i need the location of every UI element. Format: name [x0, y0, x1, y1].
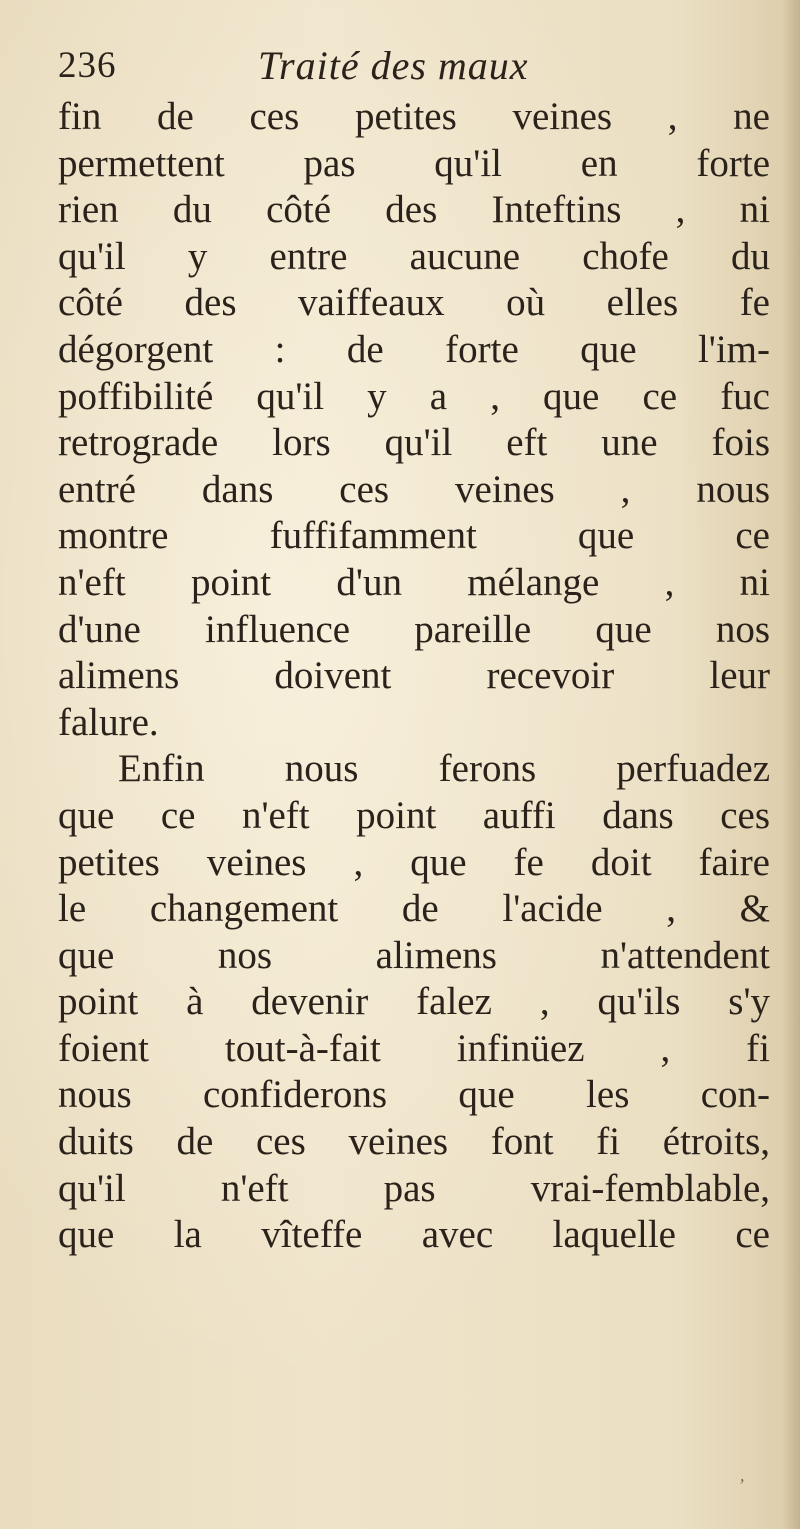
- text-line: dégorgent : de forte que l'im-: [58, 327, 770, 371]
- body-text: [58, 94, 770, 1259]
- text-line: que ce n'eft point auffi dans ces: [58, 793, 770, 837]
- page-header: [58, 38, 758, 88]
- text-line: poffibilité qu'il y a , que ce fuc: [58, 374, 770, 418]
- text-line: duits de ces veines font fi étroits,: [58, 1120, 770, 1164]
- text-line: fin de ces petites veines , ne: [58, 95, 770, 138]
- text-line: alimens doivent recevoir leur: [58, 654, 770, 698]
- page-edge-shadow: [782, 0, 800, 1529]
- running-head: Traité des maux: [258, 43, 529, 88]
- stray-mark: ,: [740, 1465, 745, 1485]
- text-line: d'une influence pareille que nos: [58, 607, 770, 651]
- text-line: petites veines , que fe doit faire: [58, 840, 770, 884]
- text-line: qu'il n'eft pas vrai-femblable,: [58, 1166, 770, 1210]
- text-line: foient tout-à-fait infinüez , fi: [58, 1026, 770, 1070]
- text-line: que la vîteffe avec laquelle ce: [58, 1213, 770, 1257]
- text-line: rien du côté des Inteftins , ni: [58, 188, 770, 232]
- paragraph-end-line: falure.: [58, 700, 159, 744]
- text-line: qu'il y entre aucune chofe du: [58, 234, 770, 278]
- text-line: point à devenir falez , qu'ils s'y: [58, 980, 770, 1024]
- text-line: que nos alimens n'attendent: [58, 933, 770, 977]
- text-line: montre fuffifamment que ce: [58, 514, 770, 558]
- text-line: retrograde lors qu'il eft une fois: [58, 421, 770, 465]
- text-line: côté des vaiffeaux où elles fe: [58, 281, 770, 325]
- text-line: permettent pas qu'il en forte: [58, 141, 770, 185]
- text-line: n'eft point d'un mélange , ni: [58, 560, 770, 604]
- page-number: 236: [58, 45, 117, 86]
- text-line: le changement de l'acide , &: [58, 887, 770, 931]
- text-line: nous confiderons que les con-: [58, 1073, 770, 1117]
- paragraph-start-line: Enfin nous ferons perfuadez: [118, 747, 770, 791]
- text-line: entré dans ces veines , nous: [58, 467, 770, 511]
